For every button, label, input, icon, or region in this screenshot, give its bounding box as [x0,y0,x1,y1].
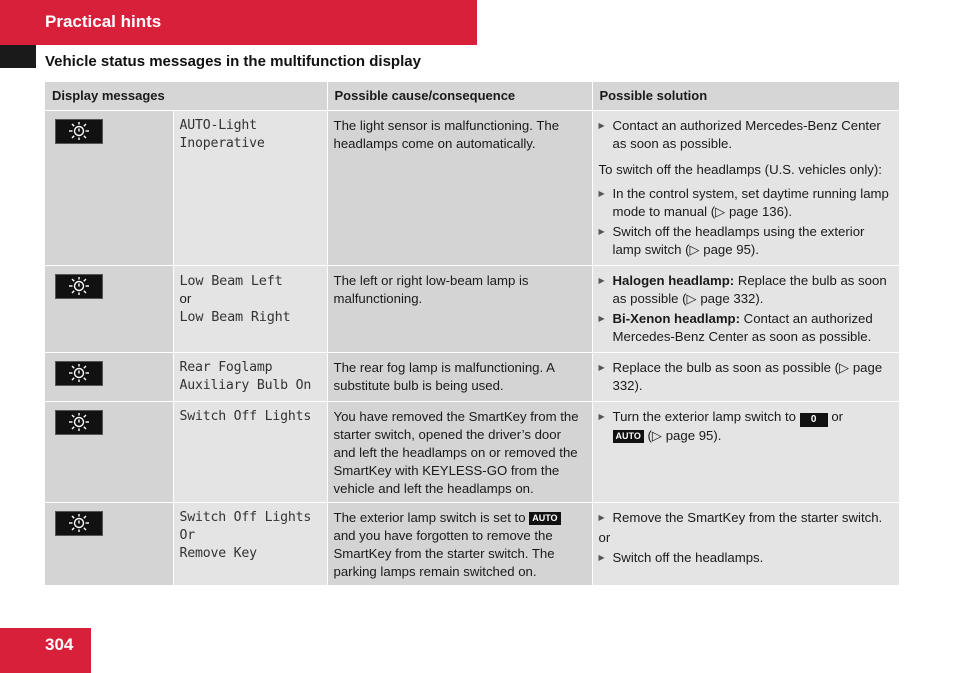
exterior-lamp-fault-icon [55,274,103,299]
solution-cell [592,352,899,401]
solution-step: ▶ Replace the bulb as soon as possible (▷ page 332). [599,359,894,395]
table-row [45,401,899,502]
exterior-lamp-fault-icon [55,119,103,144]
icon-cell [45,352,173,401]
header-display-messages: Display messages [45,82,327,110]
solution-step: ▶ Remove the SmartKey from the starter switch. [599,509,894,527]
cause-text: The exterior lamp switch is set to [333,509,530,525]
solution-step-text: Contact an authorized Mercedes-Benz Center as soon as possible. [612,310,873,344]
solution-step-label: Bi-Xenon headlamp: [612,310,741,326]
table-row [45,110,899,265]
icon-cell [45,401,173,502]
table-row [45,502,899,585]
header-possible-cause: Possible cause/consequence [327,82,592,110]
solution-step [599,272,894,308]
lamp-switch-auto-badge: AUTO [613,430,644,443]
solution-step: ▶ Switch off the headlamps. [599,549,894,567]
icon-cell [45,265,173,352]
header-possible-solution: Possible solution [592,82,899,110]
cause-cell: The light sensor is malfunctioning. The headlamps come on automatically. [327,110,592,265]
display-message-line: Switch Off Lights [179,509,312,525]
cause-cell: The left or right low-beam lamp is malfunctioning. [327,265,592,352]
display-message-line: Switch Off Lights [179,408,312,424]
display-message-line: Auxiliary Bulb On [179,377,312,393]
display-message-cell [173,265,327,352]
section-marker [0,45,36,68]
cause-text: and you have forgotten to remove the SmartKey from the starter switch. The parking lamps remain switched on. [333,527,555,579]
exterior-lamp-fault-icon [55,511,103,536]
solution-step-text: (▷ page 95). [643,427,722,443]
exterior-lamp-fault-icon [55,361,103,386]
solution-cell [592,110,899,265]
status-messages-table [45,82,899,585]
display-message-line: Inoperative [179,135,265,151]
display-message-or: or [179,290,192,306]
icon-cell [45,110,173,265]
display-message-line: AUTO-Light [179,117,257,133]
cause-cell: You have removed the SmartKey from the starter switch, opened the driver’s door and left the headlamps on or removed the SmartKey with KEYLESS-GO from the vehicle and left the headlamps on. [327,401,592,502]
display-message-line: Rear Foglamp [179,359,273,375]
solution-or: or [598,529,611,545]
solution-step-text: Turn the exterior lamp switch to [612,408,800,424]
chapter-title: Practical hints [45,12,162,31]
display-message-line: Low Beam Left [179,272,283,289]
section-title: Vehicle status messages in the multifunction display [45,53,421,70]
solution-step: ▶ Switch off the headlamps using the exterior lamp switch (▷ page 95). [599,223,894,259]
table-header-row [45,82,899,110]
exterior-lamp-fault-icon [55,410,103,435]
page-number: 304 [45,635,74,654]
display-message-cell [173,110,327,265]
display-message-line: Remove Key [179,545,257,561]
solution-step [599,408,894,445]
display-message-line: Or [179,527,195,543]
display-message-cell [173,502,327,585]
solution-step-label: Halogen headlamp: [612,272,735,288]
solution-step: ▶ Contact an authorized Mercedes-Benz Center as soon as possible. [599,117,894,153]
display-message-cell [173,352,327,401]
display-message-line: Low Beam Right [179,308,291,325]
solution-cell [592,265,899,352]
solution-step-text: or [827,408,844,424]
table-row [45,352,899,401]
cause-cell [327,502,592,585]
solution-cell [592,502,899,585]
solution-step: ▶ In the control system, set daytime running lamp mode to manual (▷ page 136). [599,185,894,221]
cause-cell: The rear fog lamp is malfunctioning. A substitute bulb is being used. [327,352,592,401]
lamp-switch-0-badge: 0 [800,413,828,427]
solution-step [599,310,894,346]
lamp-switch-auto-badge: AUTO [529,512,560,525]
table-row [45,265,899,352]
solution-step-text: Replace the bulb as soon as possible (▷ page 332). [612,272,887,306]
icon-cell [45,502,173,585]
solution-note: To switch off the headlamps (U.S. vehicles only): [598,161,882,177]
display-message-cell [173,401,327,502]
solution-cell [592,401,899,502]
